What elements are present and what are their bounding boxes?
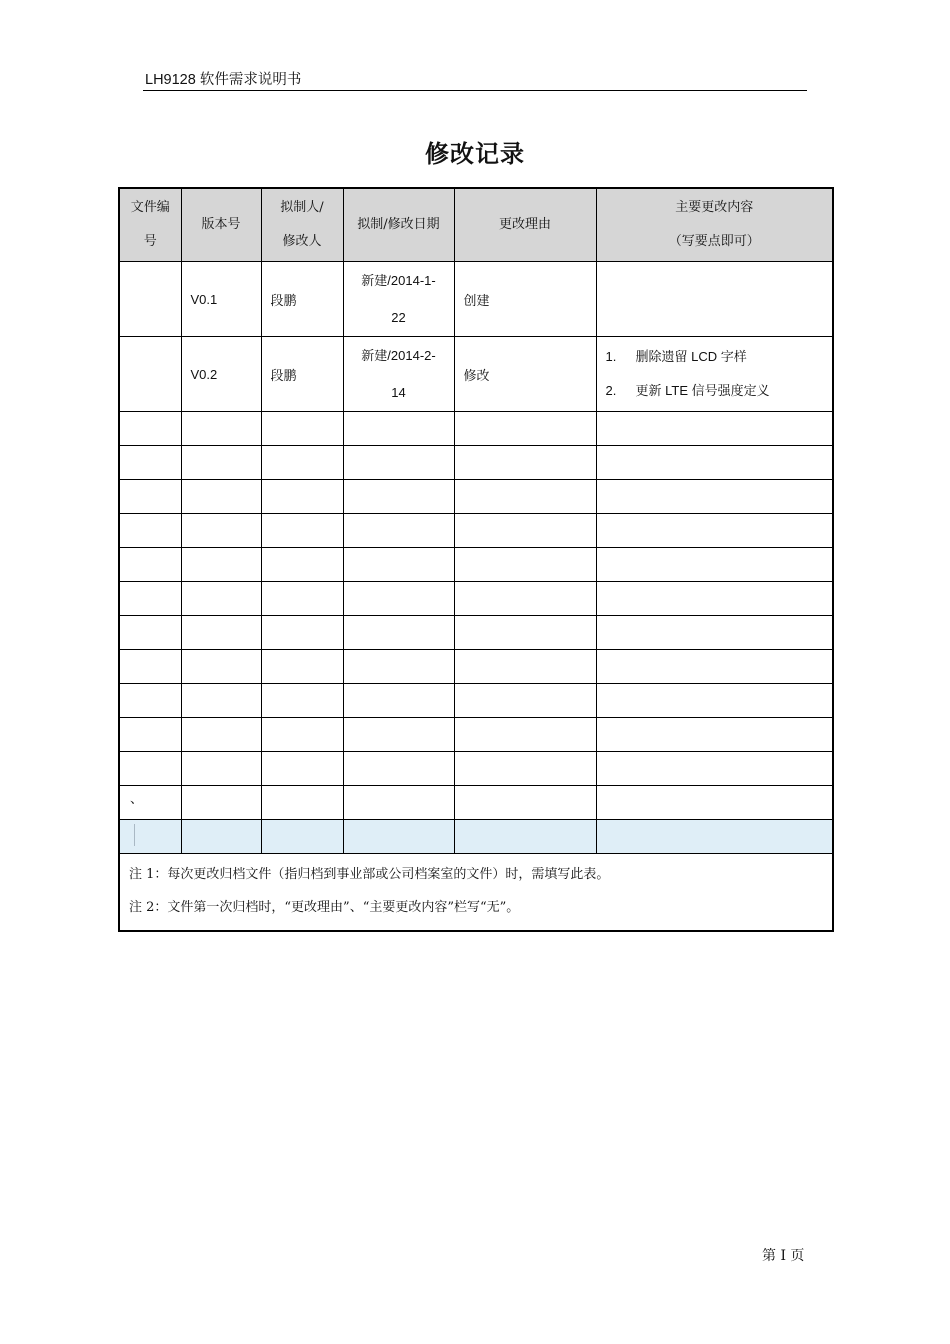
stray-mark: 、 bbox=[130, 792, 144, 807]
header-author: 拟制人/ 修改人 bbox=[261, 188, 343, 262]
text-cursor bbox=[134, 824, 135, 846]
header-date: 拟制/修改日期 bbox=[343, 188, 454, 262]
notes-cell bbox=[119, 854, 833, 932]
note-1: 注 1：每次更改归档文件（指归档到事业部或公司档案室的文件）时，需填写此表。 bbox=[129, 867, 610, 882]
cell-version: V0.2 bbox=[181, 337, 261, 412]
table-row bbox=[119, 262, 833, 337]
empty-row bbox=[119, 718, 833, 752]
empty-row bbox=[119, 616, 833, 650]
empty-row bbox=[119, 446, 833, 480]
page-header bbox=[143, 66, 807, 91]
header-file-no: 文件编 号 bbox=[119, 188, 181, 262]
cell-date: 新建/2014-2- 14 bbox=[343, 337, 454, 412]
empty-row bbox=[119, 752, 833, 786]
cell-reason: 修改 bbox=[454, 337, 596, 412]
content-list-item: 2. 更新 LTE 信号强度定义 bbox=[605, 383, 770, 398]
empty-row bbox=[119, 650, 833, 684]
empty-row bbox=[119, 786, 833, 820]
empty-row bbox=[119, 684, 833, 718]
editable-cell[interactable] bbox=[596, 820, 833, 854]
cell-content bbox=[596, 262, 833, 337]
document-title: LH9128 软件需求说明书 bbox=[145, 72, 302, 88]
empty-row bbox=[119, 514, 833, 548]
notes-row bbox=[119, 854, 833, 932]
empty-row bbox=[119, 548, 833, 582]
cell-author: 段鹏 bbox=[261, 262, 343, 337]
cell-file-no bbox=[119, 262, 181, 337]
editable-cell[interactable] bbox=[454, 820, 596, 854]
editable-cell[interactable] bbox=[119, 820, 181, 854]
empty-row bbox=[119, 480, 833, 514]
note-2: 注 2：文件第一次归档时，“更改理由”、“主要更改内容”栏写“无”。 bbox=[129, 900, 520, 915]
header-content: 主要更改内容 （写要点即可） bbox=[596, 188, 833, 262]
highlighted-empty-row[interactable] bbox=[119, 820, 833, 854]
header-version: 版本号 bbox=[181, 188, 261, 262]
editable-cell[interactable] bbox=[343, 820, 454, 854]
empty-row bbox=[119, 582, 833, 616]
header-reason: 更改理由 bbox=[454, 188, 596, 262]
cell-date: 新建/2014-1- 22 bbox=[343, 262, 454, 337]
editable-cell[interactable] bbox=[181, 820, 261, 854]
cell-version: V0.1 bbox=[181, 262, 261, 337]
page-title: 修改记录 bbox=[425, 140, 525, 168]
table-header-row bbox=[119, 188, 833, 262]
cell-content bbox=[596, 337, 833, 412]
revision-table bbox=[118, 187, 834, 932]
table-row bbox=[119, 337, 833, 412]
cell-reason: 创建 bbox=[454, 262, 596, 337]
empty-row bbox=[119, 412, 833, 446]
editable-cell[interactable] bbox=[261, 820, 343, 854]
content-list-item: 1. 删除遗留 LCD 字样 bbox=[605, 349, 747, 364]
stray-mark-cell bbox=[119, 786, 181, 820]
page-number: 第 I 页 bbox=[762, 1248, 805, 1264]
cell-file-no bbox=[119, 337, 181, 412]
cell-author: 段鹏 bbox=[261, 337, 343, 412]
